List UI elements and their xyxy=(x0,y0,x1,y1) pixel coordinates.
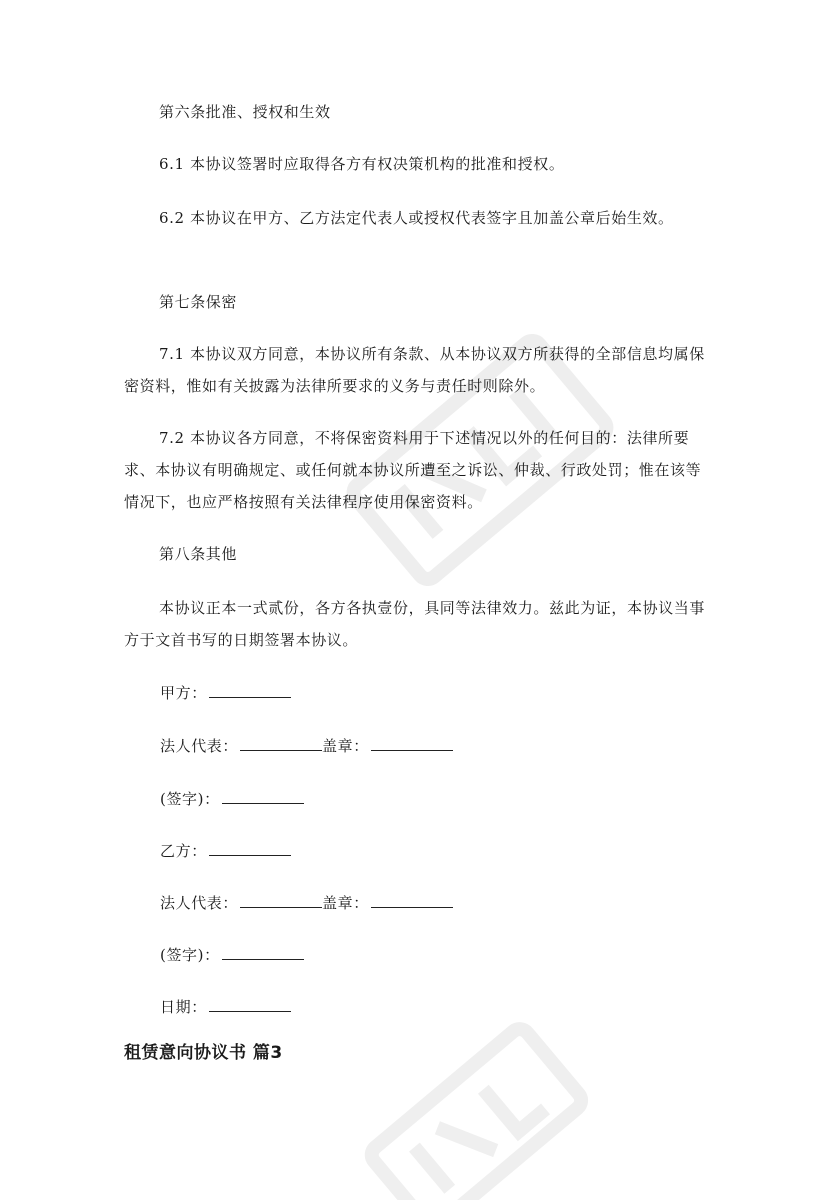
party-a-label: 甲方： xyxy=(160,684,207,702)
watermark-logo-bottom xyxy=(320,1000,620,1200)
seal-a-label: 盖章： xyxy=(322,737,369,755)
article6-heading: 第六条批准、授权和生效 xyxy=(159,103,331,121)
date-blank xyxy=(209,994,291,1012)
rep-a-blank xyxy=(240,733,322,751)
article8-clause1: 本协议正本一式贰份，各方各执壹份，具同等法律效力。兹此为证，本协议当事方于文首书写的日期签署本协议。 xyxy=(124,599,706,649)
sign-b-line xyxy=(160,942,304,967)
seal-b-label: 盖章： xyxy=(322,894,369,912)
section-title: 租赁意向协议书 篇3 xyxy=(124,1043,283,1063)
date-line xyxy=(160,994,291,1019)
party-a-blank xyxy=(209,680,291,698)
date-label: 日期： xyxy=(160,998,207,1016)
party-b-line xyxy=(160,838,291,863)
seal-b-blank xyxy=(371,890,453,908)
sign-a-label: (签字)： xyxy=(160,790,220,808)
sign-b-label: (签字)： xyxy=(160,946,220,964)
article7-clause2: 7.2 本协议各方同意，不将保密资料用于下述情况以外的任何目的：法律所要求、本协议有明确规定、或任何就本协议所遭至之诉讼、仲裁、行政处罚；惟在该等情况下，也应严格按照有关法律程序使用保密资料。 xyxy=(124,429,702,511)
sign-b-blank xyxy=(222,942,304,960)
article6-clause2: 6.2 本协议在甲方、乙方法定代表人或授权代表签字且加盖公章后始生效。 xyxy=(159,209,674,227)
party-b-blank xyxy=(209,838,291,856)
rep-b-blank xyxy=(240,890,322,908)
rep-a-label: 法人代表： xyxy=(160,737,239,755)
seal-a-blank xyxy=(371,733,453,751)
party-b-label: 乙方： xyxy=(160,842,207,860)
sign-a-line xyxy=(160,786,304,811)
rep-a-line xyxy=(160,733,453,758)
article8-heading: 第八条其他 xyxy=(159,545,238,563)
article7-heading: 第七条保密 xyxy=(159,293,238,311)
article6-clause1: 6.1 本协议签署时应取得各方有权决策机构的批准和授权。 xyxy=(159,155,565,173)
sign-a-blank xyxy=(222,786,304,804)
party-a-line xyxy=(160,680,291,705)
article7-clause1: 7.1 本协议双方同意，本协议所有条款、从本协议双方所获得的全部信息均属保密资料，惟如有关披露为法律所要求的义务与责任时则除外。 xyxy=(124,345,705,395)
rep-b-label: 法人代表： xyxy=(160,894,239,912)
rep-b-line xyxy=(160,890,453,915)
